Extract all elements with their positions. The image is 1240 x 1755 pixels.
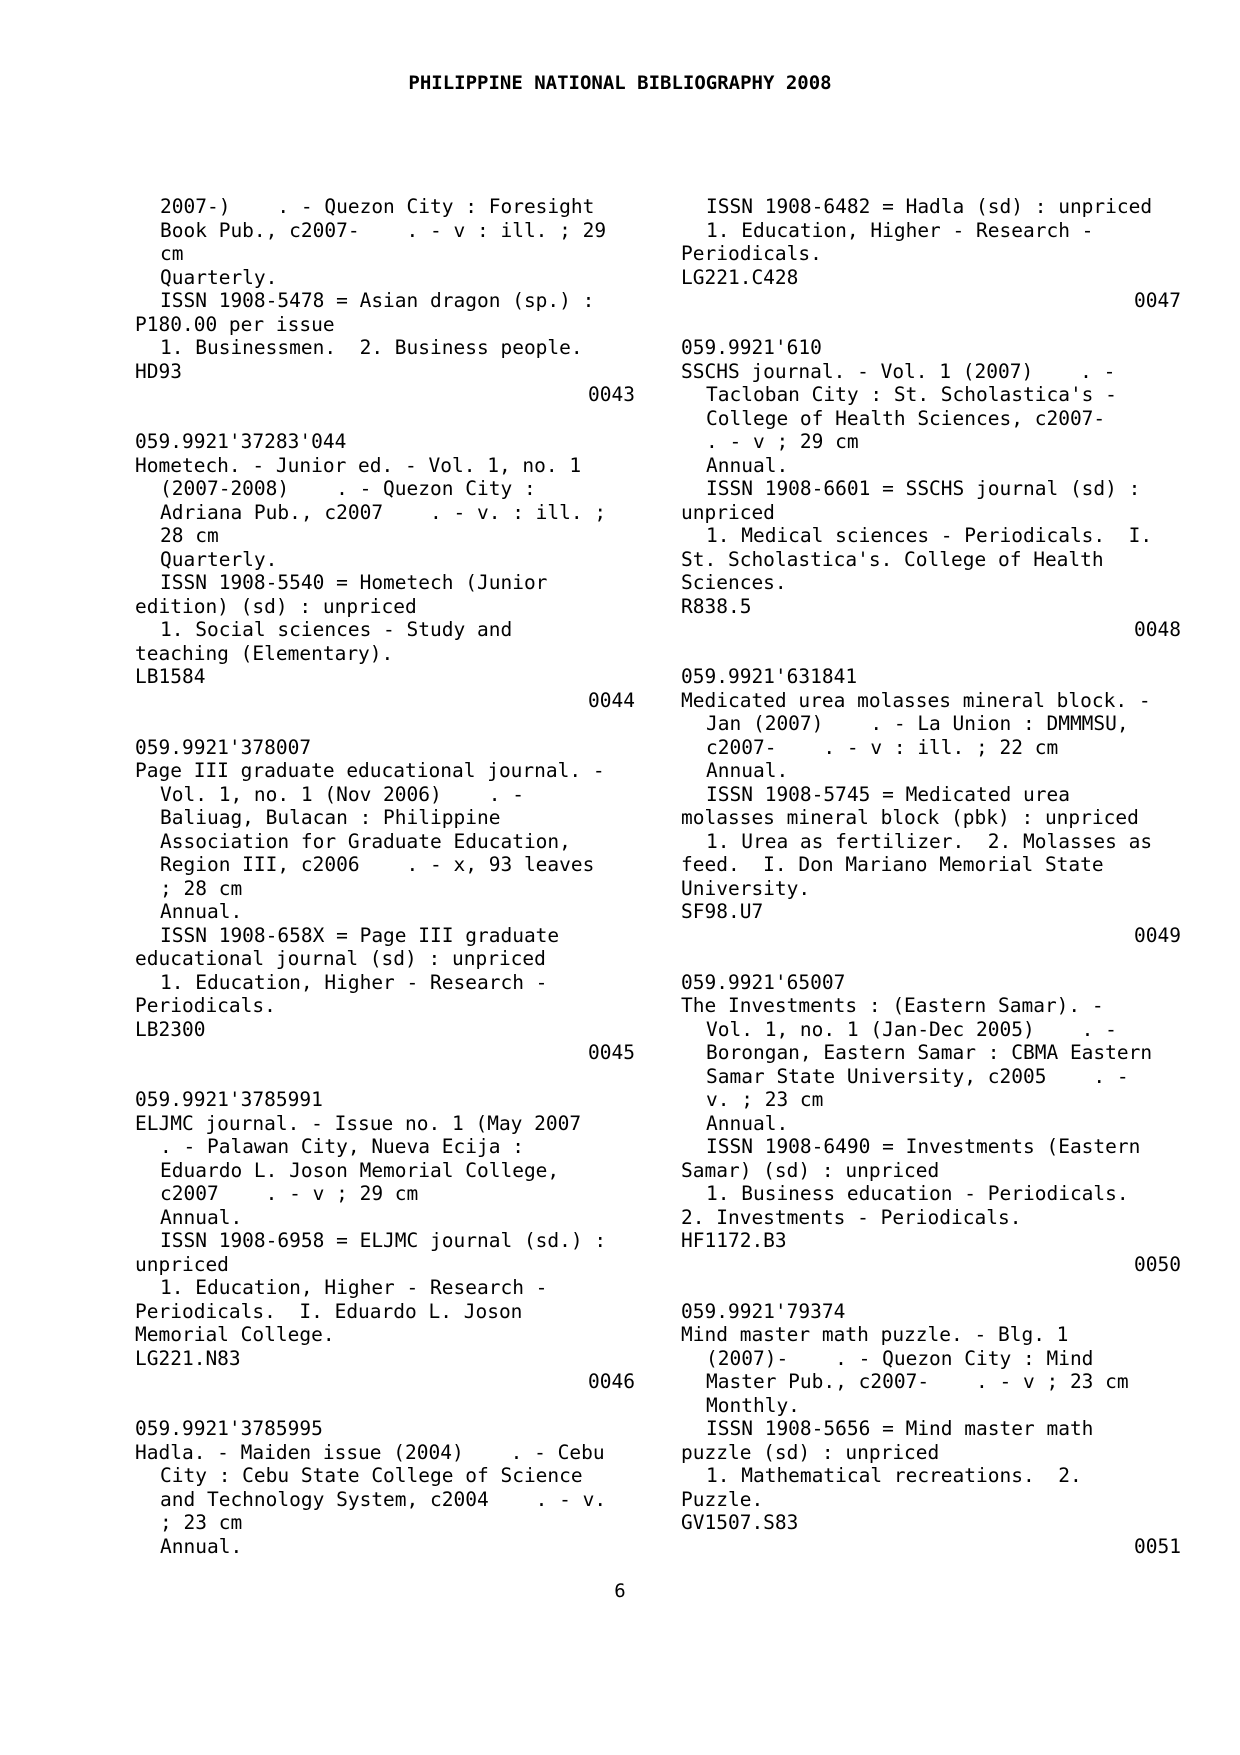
entry-line: 2007-) . - Quezon City : Foresight <box>160 195 595 218</box>
entry-line: Annual. <box>160 900 243 923</box>
entry-line: ISSN 1908-658X = Page III graduate <box>160 923 560 947</box>
entry-line: 1. Businessmen. 2. Business people. <box>160 336 583 359</box>
entry-line: 1. Social sciences - Study and <box>160 618 513 641</box>
entry-number: 0046 <box>588 1370 635 1393</box>
entry-line: R838.5 <box>681 594 752 618</box>
entry-line: HD93 <box>135 359 182 383</box>
entry-line: 28 cm <box>160 524 219 547</box>
entry-line: 059.9921'3785995 <box>135 1417 323 1440</box>
entry-number: 0047 <box>1134 289 1181 312</box>
entry-gap <box>135 712 635 736</box>
page-header-title: PHILIPPINE NATIONAL BIBLIOGRAPHY 2008 <box>408 72 832 94</box>
entry-number: 0048 <box>1134 618 1181 641</box>
entry-line: ; 23 cm <box>160 1511 243 1534</box>
entry-line: 059.9921'79374 <box>681 1299 846 1323</box>
entry-line: ISSN 1908-6601 = SSCHS journal (sd) : <box>706 477 1141 500</box>
entry-gap <box>681 642 1181 666</box>
entry-line: SF98.U7 <box>681 900 764 923</box>
entry-line: ISSN 1908-6958 = ELJMC journal (sd.) : <box>160 1229 607 1252</box>
entry-line: 059.9921'65007 <box>681 970 846 994</box>
entry-line: Adriana Pub., c2007 . - v. : ill. ; <box>160 500 607 524</box>
entry-line: Association for Graduate Education, <box>160 829 571 853</box>
entry-line: The Investments : (Eastern Samar). - <box>681 994 1104 1017</box>
entry-line: cm <box>160 242 184 265</box>
entry-line: College of Health Sciences, c2007- <box>706 406 1106 430</box>
entry-line: Book Pub., c2007- . - v : ill. ; 29 <box>160 218 607 242</box>
entry-line: Mind master math puzzle. - Blg. 1 <box>681 1323 1069 1346</box>
entry-line: LB2300 <box>135 1017 206 1041</box>
entry-line: Vol. 1, no. 1 (Jan-Dec 2005) . - <box>706 1017 1117 1041</box>
entry-line: teaching (Elementary). <box>135 641 394 665</box>
entry-line: Annual. <box>160 1534 243 1558</box>
entry-line: 059.9921'631841 <box>681 665 858 688</box>
entry-line: 059.9921'610 <box>681 336 822 359</box>
entry-line: Medicated urea molasses mineral block. - <box>681 688 1151 712</box>
entry-gap <box>681 1276 1181 1300</box>
entry-line: Hometech. - Junior ed. - Vol. 1, no. 1 <box>135 453 582 477</box>
entry-line: 059.9921'378007 <box>135 735 312 759</box>
entry-line: Quarterly. <box>160 547 278 571</box>
entry-line: 1. Medical sciences - Periodicals. I. <box>706 524 1153 547</box>
entry-line: Page III graduate educational journal. - <box>135 759 605 782</box>
entry-line: Sciences. <box>681 571 787 594</box>
entry-line: ; 28 cm <box>160 876 243 900</box>
entry-line: . - Palawan City, Nueva Ecija : <box>160 1135 524 1158</box>
entry-number: 0043 <box>588 383 635 406</box>
entry-line: Annual. <box>160 1205 243 1229</box>
entry-line: LG221.N83 <box>135 1346 241 1370</box>
entry-line: Master Pub., c2007- . - v ; 23 cm <box>706 1370 1129 1393</box>
entry-line: 059.9921'37283'044 <box>135 430 347 453</box>
entry-line: Hadla. - Maiden issue (2004) . - Cebu <box>135 1440 605 1464</box>
entry-line: molasses mineral block (pbk) : unpriced <box>681 806 1139 829</box>
entry-line: (2007)- . - Quezon City : Mind <box>706 1346 1094 1370</box>
right-column <box>681 195 1181 1558</box>
entry-line: LG221.C428 <box>681 265 799 289</box>
entry-line: 1. Mathematical recreations. 2. <box>706 1464 1082 1487</box>
entry-line: puzzle (sd) : unpriced <box>681 1440 940 1464</box>
entry-line: unpriced <box>135 1252 229 1276</box>
entry-line: 1. Education, Higher - Research - <box>706 218 1094 242</box>
entry-line: P180.00 per issue <box>135 312 335 336</box>
left-column <box>135 195 635 1558</box>
entry-line: feed. I. Don Mariano Memorial State <box>681 853 1104 876</box>
entry-line: Periodicals. I. Eduardo L. Joson <box>135 1299 523 1323</box>
entry-line: unpriced <box>681 500 775 524</box>
entry-line: Annual. <box>706 453 789 477</box>
entry-line: Periodicals. <box>681 242 822 265</box>
entry-line: Eduardo L. Joson Memorial College, <box>160 1158 560 1182</box>
entry-line: Memorial College. <box>135 1323 335 1346</box>
entry-line: ISSN 1908-5540 = Hometech (Junior <box>160 571 548 594</box>
entry-line: Vol. 1, no. 1 (Nov 2006) . - <box>160 782 524 806</box>
entry-line: ISSN 1908-6482 = Hadla (sd) : unpriced <box>706 195 1153 218</box>
entry-line: Samar) (sd) : unpriced <box>681 1158 940 1182</box>
entry-line: 1. Education, Higher - Research - <box>160 970 548 994</box>
entry-line: educational journal (sd) : unpriced <box>135 947 546 970</box>
entry-line: City : Cebu State College of Science <box>160 1464 583 1487</box>
entry-number: 0045 <box>588 1041 635 1064</box>
entry-line: ELJMC journal. - Issue no. 1 (May 2007 <box>135 1111 582 1135</box>
entry-line: 1. Urea as fertilizer. 2. Molasses as <box>706 829 1153 853</box>
entry-line: c2007 . - v ; 29 cm <box>160 1182 419 1205</box>
entry-line: HF1172.B3 <box>681 1229 787 1252</box>
entry-line: Quarterly. <box>160 265 278 289</box>
entry-gap <box>681 313 1181 337</box>
entry-line: Annual. <box>706 759 789 782</box>
entry-line: Puzzle. <box>681 1487 764 1511</box>
entry-line: St. Scholastica's. College of Health <box>681 547 1104 571</box>
entry-line: ISSN 1908-5656 = Mind master math <box>706 1417 1094 1440</box>
entry-number: 0050 <box>1134 1252 1181 1276</box>
entry-line: 1. Education, Higher - Research - <box>160 1276 548 1299</box>
entry-line: Borongan, Eastern Samar : CBMA Eastern <box>706 1041 1153 1064</box>
entry-line: SSCHS journal. - Vol. 1 (2007) . - <box>681 359 1116 383</box>
entry-line: and Technology System, c2004 . - v. <box>160 1487 607 1511</box>
entry-line: Region III, c2006 . - x, 93 leaves <box>160 853 595 876</box>
entry-number: 0044 <box>588 688 635 712</box>
entry-line: Monthly. <box>706 1393 800 1417</box>
entry-line: GV1507.S83 <box>681 1511 799 1534</box>
entry-line: Samar State University, c2005 . - <box>706 1064 1129 1088</box>
entry-gap <box>135 407 635 431</box>
entry-gap <box>681 947 1181 971</box>
entry-line: Tacloban City : St. Scholastica's - <box>706 383 1117 406</box>
entry-line: . - v ; 29 cm <box>706 430 859 453</box>
entry-line: 2. Investments - Periodicals. <box>681 1205 1022 1229</box>
entry-number: 0049 <box>1134 923 1181 947</box>
entry-line: Periodicals. <box>135 994 276 1017</box>
entry-line: (2007-2008) . - Quezon City : <box>160 477 536 500</box>
entry-number: 0051 <box>1134 1534 1181 1558</box>
entry-line: c2007- . - v : ill. ; 22 cm <box>706 735 1059 759</box>
entry-line: 059.9921'3785991 <box>135 1088 323 1111</box>
entry-gap <box>135 1065 635 1089</box>
entry-line: University. <box>681 876 811 900</box>
entry-line: 1. Business education - Periodicals. <box>706 1182 1129 1205</box>
page-number: 6 <box>614 1580 626 1602</box>
entry-line: ISSN 1908-6490 = Investments (Eastern <box>706 1135 1141 1158</box>
entry-line: LB1584 <box>135 665 206 688</box>
entry-line: Annual. <box>706 1111 789 1135</box>
entry-line: v. ; 23 cm <box>706 1088 824 1111</box>
entry-line: Baliuag, Bulacan : Philippine <box>160 806 501 829</box>
entry-line: ISSN 1908-5478 = Asian dragon (sp.) : <box>160 289 595 312</box>
entry-line: Jan (2007) . - La Union : DMMMSU, <box>706 712 1129 735</box>
entry-line: edition) (sd) : unpriced <box>135 594 417 618</box>
entry-line: ISSN 1908-5745 = Medicated urea <box>706 782 1070 806</box>
entry-gap <box>135 1394 635 1418</box>
